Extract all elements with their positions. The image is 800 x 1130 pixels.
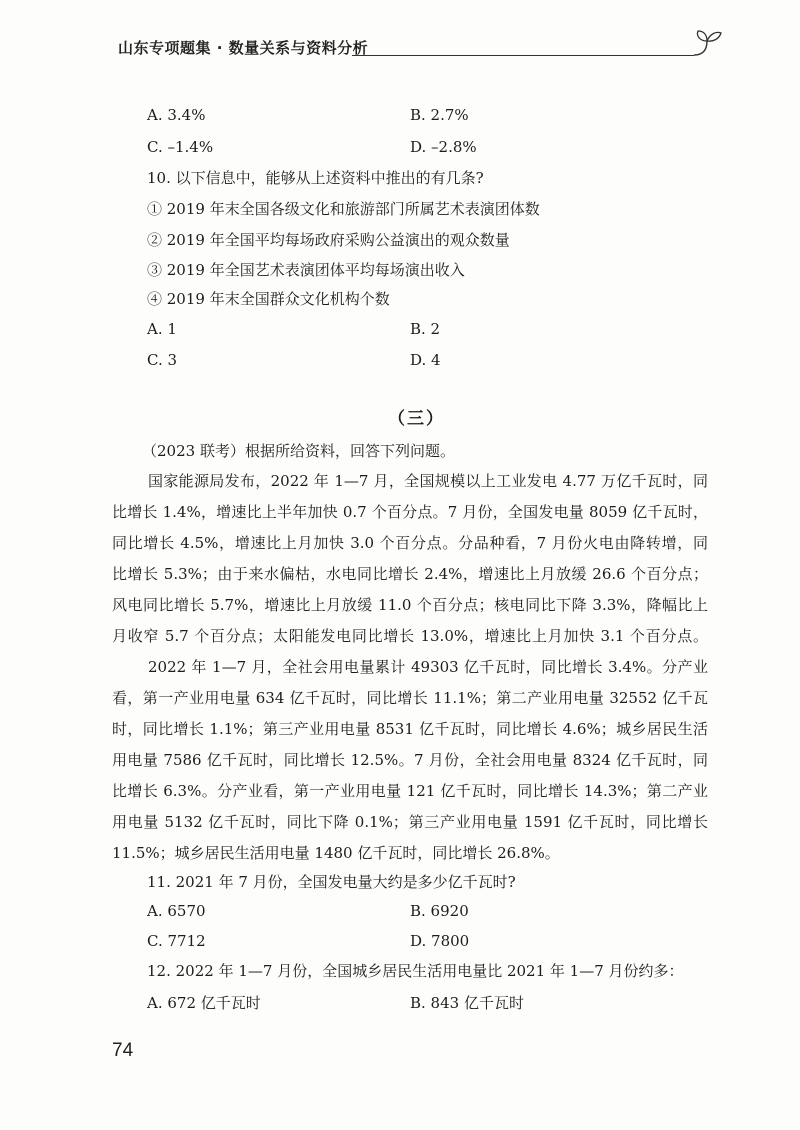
sprout-icon — [690, 27, 724, 59]
paragraph-line: 风电同比增长 5.7%，增速比上月放缓 11.0 个百分点；核电同比下降 3.3%，降幅比上 — [112, 596, 708, 614]
option-a: A. 672 亿千瓦时 — [147, 994, 261, 1012]
option-a: A. 3.4% — [147, 106, 206, 124]
question-10-item: ② 2019 年全国平均每场政府采购公益演出的观众数量 — [147, 231, 510, 249]
option-b: B. 6920 — [410, 902, 469, 920]
paragraph-line: 月收窄 5.7 个百分点；太阳能发电同比增长 13.0%，增速比上月加快 3.1 个百分点。 — [112, 627, 708, 645]
paragraph-line: 同比增长 4.5%，增速比上月加快 3.0 个百分点。分品种看，7 月份火电由降转增，同 — [112, 534, 708, 552]
section-title: （三） — [388, 409, 445, 429]
option-d: D. 4 — [410, 351, 441, 369]
question-10-item: ③ 2019 年全国艺术表演团体平均每场演出收入 — [147, 261, 465, 279]
paragraph-line: 比增长 6.3%。分产业看，第一产业用电量 121 亿千瓦时，同比增长 14.3%；第二产业 — [112, 782, 708, 800]
question-10-item: ① 2019 年末全国各级文化和旅游部门所属艺术表演团体数 — [147, 200, 540, 218]
paragraph-line: 用电量 7586 亿千瓦时，同比增长 12.5%。7 月份，全社会用电量 8324 亿千瓦时，同 — [112, 751, 708, 769]
paragraph-line: 国家能源局发布，2022 年 1—7 月，全国规模以上工业发电 4.77 万亿千瓦时，同 — [148, 472, 708, 490]
option-d: D. –2.8% — [410, 138, 477, 156]
page-number: 74 — [112, 1040, 134, 1061]
paragraph-line: 11.5%；城乡居民生活用电量 1480 亿千瓦时，同比增长 26.8%。 — [112, 844, 560, 862]
option-b: B. 843 亿千瓦时 — [410, 994, 524, 1012]
option-d: D. 7800 — [410, 932, 470, 950]
paragraph-line: 看，第一产业用电量 634 亿千瓦时，同比增长 11.1%；第二产业用电量 32552 亿千瓦 — [112, 689, 708, 707]
question-10-item: ④ 2019 年末全国群众文化机构个数 — [147, 290, 390, 308]
option-c: C. 7712 — [147, 932, 206, 950]
option-a: A. 1 — [147, 320, 177, 338]
option-c: C. –1.4% — [147, 138, 214, 156]
option-b: B. 2 — [410, 320, 441, 338]
paragraph-line: 比增长 1.4%，增速比上半年加快 0.7 个百分点。7 月份，全国发电量 8059 亿千瓦时， — [112, 503, 708, 521]
question-10-stem: 10. 以下信息中，能够从上述资料中推出的有几条? — [147, 169, 484, 187]
paragraph-line: 时，同比增长 1.1%；第三产业用电量 8531 亿千瓦时，同比增长 4.6%；城乡居民生活 — [112, 720, 708, 738]
paragraph-line: 比增长 5.3%；由于来水偏枯，水电同比增长 2.4%，增速比上月放缓 26.6 个百分点； — [112, 565, 708, 583]
paragraph-line: 2022 年 1—7 月，全社会用电量累计 49303 亿千瓦时，同比增长 3.4%。分产业 — [148, 658, 708, 676]
header-rule — [352, 55, 694, 56]
question-11-stem: 11. 2021 年 7 月份，全国发电量大约是多少亿千瓦时? — [147, 873, 516, 891]
section-intro: （2023 联考）根据所给资料，回答下列问题。 — [142, 442, 455, 460]
running-header-title: 山东专项题集 · 数量关系与资料分析 — [118, 39, 369, 57]
option-a: A. 6570 — [147, 902, 206, 920]
option-c: C. 3 — [147, 351, 178, 369]
option-b: B. 2.7% — [410, 106, 469, 124]
paragraph-line: 用电量 5132 亿千瓦时，同比下降 0.1%；第三产业用电量 1591 亿千瓦时，同比增长 — [112, 813, 708, 831]
question-12-stem: 12. 2022 年 1—7 月份，全国城乡居民生活用电量比 2021 年 1—7 月份约多： — [147, 962, 684, 980]
